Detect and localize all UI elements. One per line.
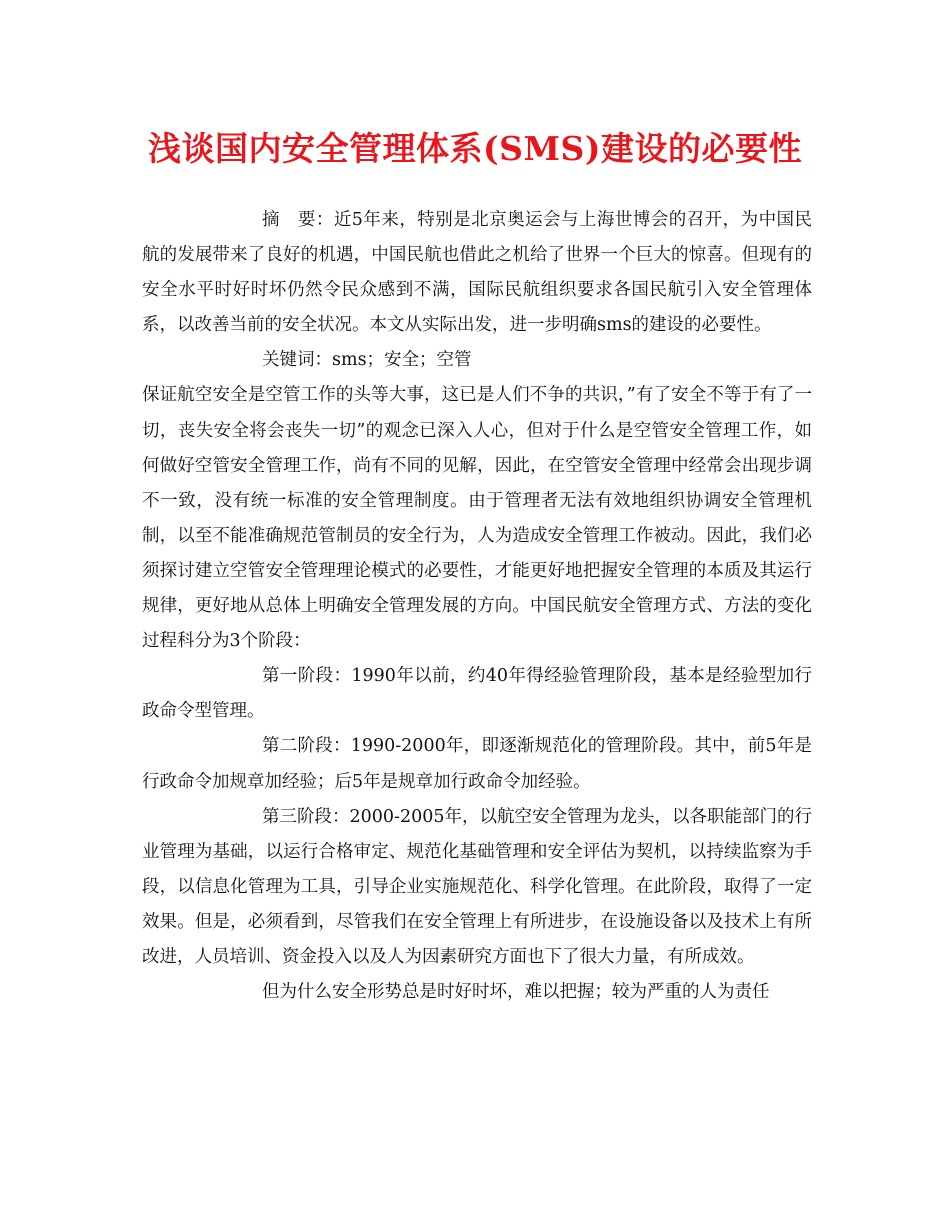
body-paragraph-1: 保证航空安全是空管工作的头等大事，这已是人们不争的共识，”有了安全不等于有了一切，丧失安全将会丧失一切”的观念已深入人心，但对于什么是空管安全管理工作，如何做好空管安全管理工作，尚有不同的见解，因此，在空管安全管理中经常会出现步调不一致，没有统一标准的安全管理制度。由于管理者无法有效地组织协调安全管理机制，以至不能准确规范管制员的安全行为，人为造成安全管理工作被动。因此，我们必须探讨建立空管安全管理理论模式的必要性，才能更好地把握安全管理的本质及其运行规律，更好地从总体上明确安全管理发展的方向。中国民航安全管理方式、方法的变化过程科分为3个阶段：	[142, 385, 812, 652]
document-title: 浅谈国内安全管理体系(SMS)建设的必要性	[148, 129, 802, 168]
body-paragraph-3: 第二阶段：1990-2000年，即逐渐规范化的管理阶段。其中，前5年是行政命令加规章加经验；后5年是规章加行政命令加经验。	[142, 736, 812, 792]
body-paragraph-2: 第一阶段：1990年以前，约40年得经验管理阶段，基本是经验型加行政命令型管理。	[142, 666, 812, 722]
body-paragraph-5: 但为什么安全形势总是时好时坏，难以把握；较为严重的人为责任	[262, 982, 770, 1003]
abstract-paragraph: 摘 要：近5年来，特别是北京奥运会与上海世博会的召开，为中国民航的发展带来了良好的机遇，中国民航也借此之机给了世界一个巨大的惊喜。但现有的安全水平时好时坏仍然令民众感到不满，国际民航组织要求各国民航引入安全管理体系，以改善当前的安全状况。本文从实际出发，进一步明确sms的建设的必要性。	[142, 210, 812, 336]
body-paragraph-4: 第三阶段：2000-2005年，以航空安全管理为龙头，以各职能部门的行业管理为基础，以运行合格审定、规范化基础管理和安全评估为契机，以持续监察为手段，以信息化管理为工具，引导企业实施规范化、科学化管理。在此阶段，取得了一定效果。但是，必须看到，尽管我们在安全管理上有所进步，在设施设备以及技术上有所改进，人员培训、资金投入以及人为因素研究方面也下了很大力量，有所成效。	[142, 806, 812, 967]
keywords-line: 关键词：sms；安全；空管	[262, 350, 472, 371]
document-body	[142, 203, 812, 1010]
